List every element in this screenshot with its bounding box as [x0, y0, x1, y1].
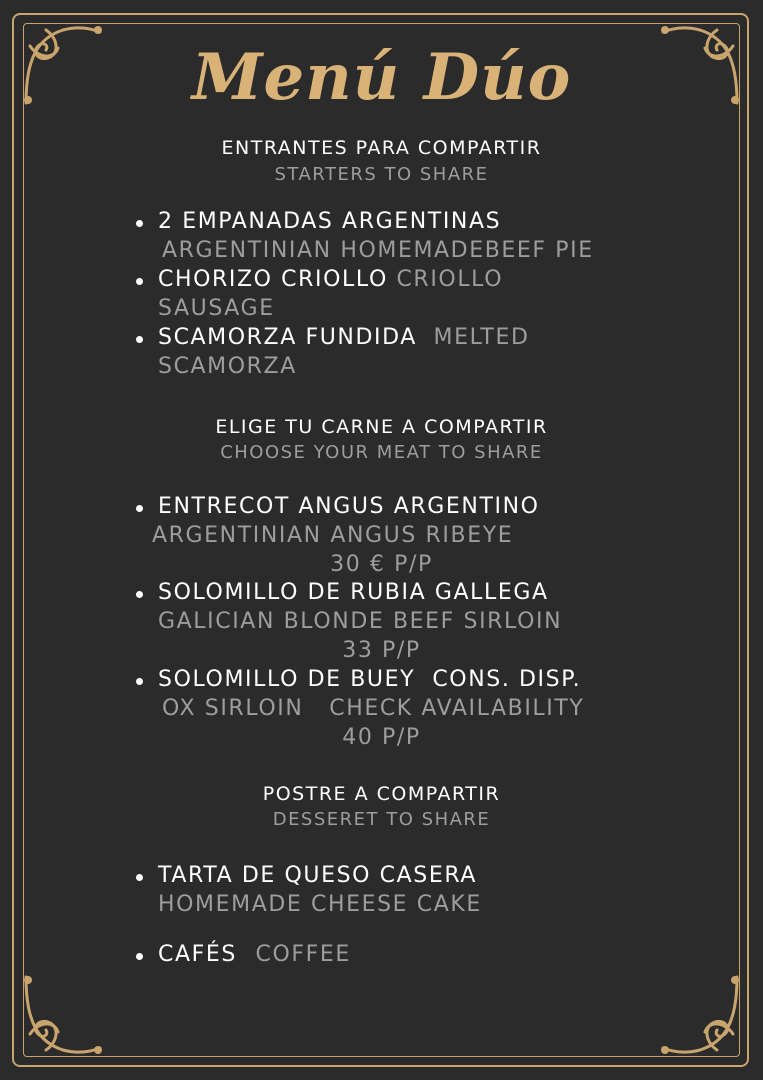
item-name: ENTRECOT ANGUS ARGENTINO — [158, 494, 540, 519]
section-subheading: STARTERS TO SHARE — [274, 164, 489, 185]
bullet-icon — [136, 336, 143, 343]
item-name: SOLOMILLO DE RUBIA GALLEGA — [158, 580, 549, 605]
item-price: 33 P/P — [342, 638, 421, 663]
list-item — [158, 942, 351, 967]
corner-flourish-icon — [655, 972, 745, 1062]
item-translation: ARGENTINIAN HOMEMADEBEEF PIE — [162, 238, 594, 263]
section-subheading: CHOOSE YOUR MEAT TO SHARE — [220, 442, 543, 463]
list-item — [158, 325, 530, 350]
section-heading: POSTRE A COMPARTIR — [262, 783, 501, 805]
section-heading: ELIGE TU CARNE A COMPARTIR — [215, 416, 548, 438]
item-translation: OX SIRLOIN CHECK AVAILABILITY — [162, 696, 585, 721]
item-name: SOLOMILLO DE BUEY CONS. DISP. — [158, 667, 582, 692]
corner-flourish-icon — [18, 972, 108, 1062]
item-price: 30 € P/P — [330, 552, 433, 577]
item-name: CHORIZO CRIOLLO — [158, 267, 388, 292]
section-heading: ENTRANTES PARA COMPARTIR — [221, 137, 542, 159]
bullet-icon — [136, 278, 143, 285]
item-translation: GALICIAN BLONDE BEEF SIRLOIN — [158, 609, 563, 634]
item-name: 2 EMPANADAS ARGENTINAS — [158, 209, 502, 234]
bullet-icon — [136, 591, 143, 598]
item-name: TARTA DE QUESO CASERA — [158, 863, 477, 888]
bullet-icon — [136, 678, 143, 685]
bullet-icon — [136, 505, 143, 512]
item-translation: COFFEE — [255, 942, 351, 967]
item-name: CAFÉS — [158, 942, 237, 967]
item-price: 40 P/P — [342, 725, 421, 750]
item-translation: MELTED — [433, 325, 530, 350]
list-item — [158, 267, 503, 292]
section-subheading: DESSERET TO SHARE — [272, 809, 491, 830]
menu-title: Menú Dúo — [191, 40, 572, 115]
bullet-icon — [136, 220, 143, 227]
item-translation: ARGENTINIAN ANGUS RIBEYE — [152, 523, 514, 548]
bullet-icon — [136, 953, 143, 960]
item-translation: SCAMORZA — [158, 354, 297, 379]
item-translation: SAUSAGE — [158, 296, 275, 321]
item-translation: HOMEMADE CHEESE CAKE — [158, 892, 482, 917]
item-translation: CRIOLLO — [396, 267, 504, 292]
bullet-icon — [136, 874, 143, 881]
item-name: SCAMORZA FUNDIDA — [158, 325, 417, 350]
